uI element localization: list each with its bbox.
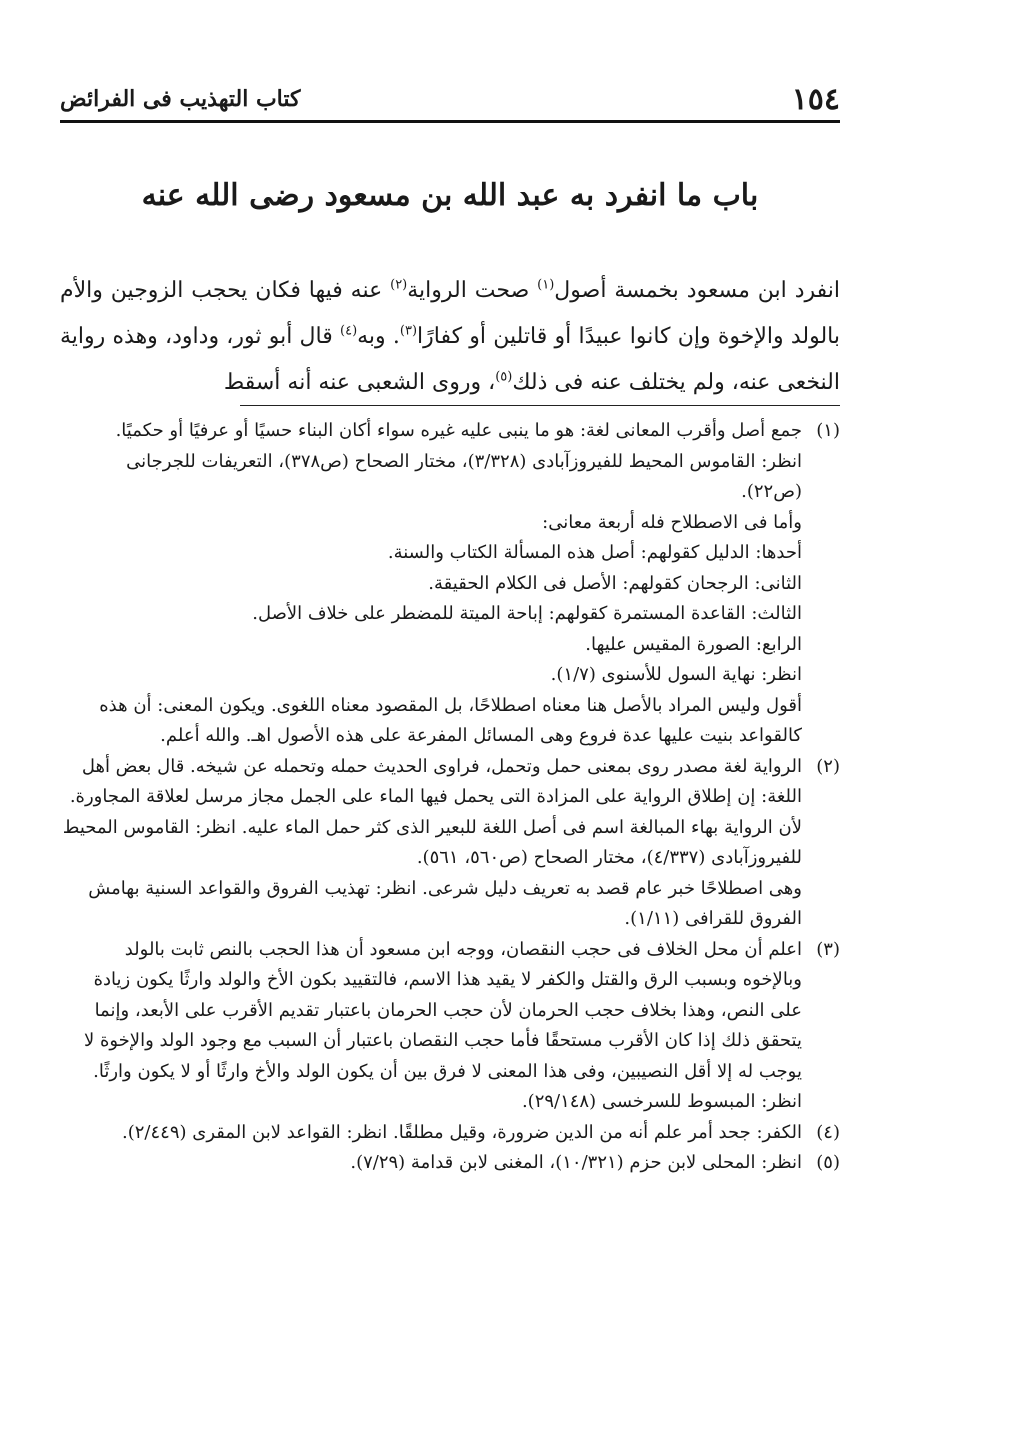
page-number: ١٥٤ <box>791 82 840 117</box>
footnote-1 <box>60 416 840 752</box>
footnote-paragraph: وهى اصطلاحًا خبر عام قصد به تعريف دليل شرعى. انظر: تهذيب الفروق والقواعد السنية بهامش الفروق للقرافى (١/١١). <box>88 877 802 929</box>
footnote-body <box>60 752 802 935</box>
footnote-5 <box>60 1148 840 1179</box>
footnotes-section <box>60 416 840 1179</box>
footnote-paragraph: انظر: القاموس المحيط للفيروزآبادى (٣/٣٢٨)، مختار الصحاح (ص٣٧٨)، التعريفات للجرجانى (ص٢٢). <box>126 450 802 502</box>
footnote-paragraph: أحدها: الدليل كقولهم: أصل هذه المسألة الكتاب والسنة. <box>387 542 802 563</box>
footnote-number: (٢) <box>816 755 840 777</box>
footnote-number: (٣) <box>816 938 840 960</box>
footnote-body <box>60 416 802 752</box>
page-header <box>60 80 840 123</box>
main-text-segment: . وبه <box>357 324 400 349</box>
footnote-separator <box>240 405 840 406</box>
footnote-body <box>60 935 802 1118</box>
main-text-segment: انفرد ابن مسعود بخمسة أصول <box>554 278 840 303</box>
main-text-segment: قال أبو ثور، وداود، وهذه رواية النخعى عنه، ولم يختلف عنه فى ذلك <box>60 324 840 395</box>
footnote-number: (١) <box>816 420 840 441</box>
main-paragraph <box>60 268 840 406</box>
chapter-title: باب ما انفرد به عبد الله بن مسعود رضى الله عنه <box>141 178 759 213</box>
footnote-paragraph: وأما فى الاصطلاح فله أربعة معانى: <box>542 511 802 533</box>
footnote-2 <box>60 752 840 935</box>
footnote-paragraph: انظر: نهاية السول للأسنوى (١/٧). <box>550 664 802 685</box>
footnote-paragraph: جمع أصل وأقرب المعانى لغة: هو ما ينبى عليه غيره سواء أكان البناء حسيًا أو عرفيًا أو حكميًا. <box>115 420 802 441</box>
footnote-3 <box>60 935 840 1118</box>
footnote-4 <box>60 1118 840 1149</box>
running-title: كتاب التهذيب فى الفرائض <box>60 86 301 112</box>
footnote-ref[interactable]: (٤) <box>340 323 358 339</box>
footnote-body <box>60 1148 802 1179</box>
footnote-paragraph: اعلم أن محل الخلاف فى حجب النقصان، ووجه ابن مسعود أن هذا الحجب بالنص ثابت بالولد وبالإخوه وبسبب الرق والقتل والكفر لا يقيد هذا الاسم، فالتقييد بكون الأخ والولد وارثًا يكون زيادة على النص، وهذا بخلاف حجب الحرمان لأن حجب الحرمان باعتبار تقديم الأقرب على الأبعد، وإنما يتحقق ذلك إذا كان الأقرب مستحقًا فأما حجب النقصان باعتبار أن السبب مع وجود الولد والإخوة لا يوجب له إلا أقل النصيبين، وفى هذا المعنى لا فرق بين أن يكون الولد والأخ وارثًا أو لا يكون وارثًا. انظر: المبسوط للسرخسى (٢٩/١٤٨). <box>83 938 802 1112</box>
footnote-paragraph: أقول وليس المراد بالأصل هنا معناه اصطلاحًا، بل المقصود معناه اللغوى. ويكون المعنى: أن هذه كالقواعد بنيت عليها عدة فروع وهى المسائل المفرعة على هذه الأصول اهـ. والله أعلم. <box>99 694 802 746</box>
footnote-ref[interactable]: (٢) <box>390 277 408 293</box>
footnote-ref[interactable]: (١) <box>537 277 555 293</box>
footnote-ref[interactable]: (٥) <box>495 369 513 385</box>
footnote-paragraph: الكفر: جحد أمر علم أنه من الدين ضرورة، وقيل مطلقًا. انظر: القواعد لابن المقرى (٢/٤٤٩). <box>122 1121 802 1143</box>
footnote-number: (٥) <box>816 1152 840 1173</box>
main-text-segment: صحت الرواية <box>407 278 538 303</box>
main-text-segment: ، وروى الشعبى عنه أنه أسقط <box>223 370 496 395</box>
footnote-paragraph: الرواية لغة مصدر روى بمعنى حمل وتحمل، فراوى الحديث حمله وتحمله عن شيخه. قال بعض أهل اللغة: إن إطلاق الرواية على المزادة التى يحمل فيها الماء على الجمل مجاز مرسل لعلاقة المجاورة. لأن الرواية بهاء المبالغة اسم فى أصل اللغة للبعير الذى كثر حمل الماء عليه. انظر: القاموس المحيط للفيروزآبادى (٤/٣٣٧)، مختار الصحاح (ص٥٦٠، ٥٦١). <box>62 755 802 868</box>
footnote-paragraph: الرابع: الصورة المقيس عليها. <box>585 633 802 655</box>
footnote-body <box>60 1118 802 1149</box>
footnote-paragraph: الثالث: القاعدة المستمرة كقولهم: إباحة الميتة للمضطر على خلاف الأصل. <box>252 603 802 624</box>
footnote-ref[interactable]: (٣) <box>399 323 418 339</box>
footnote-number: (٤) <box>816 1121 840 1143</box>
footnote-paragraph: الثانى: الرجحان كقولهم: الأصل فى الكلام الحقيقة. <box>428 572 802 594</box>
main-text-segment: عنه فيها فكان يحجب الزوجين والأم بالولد والإخوة وإن كانوا عبيدًا أو قاتلين أو كفارًا <box>60 278 841 349</box>
footnote-paragraph: انظر: المحلى لابن حزم (١٠/٣٢١)، المغنى لابن قدامة (٧/٢٩). <box>350 1152 802 1173</box>
